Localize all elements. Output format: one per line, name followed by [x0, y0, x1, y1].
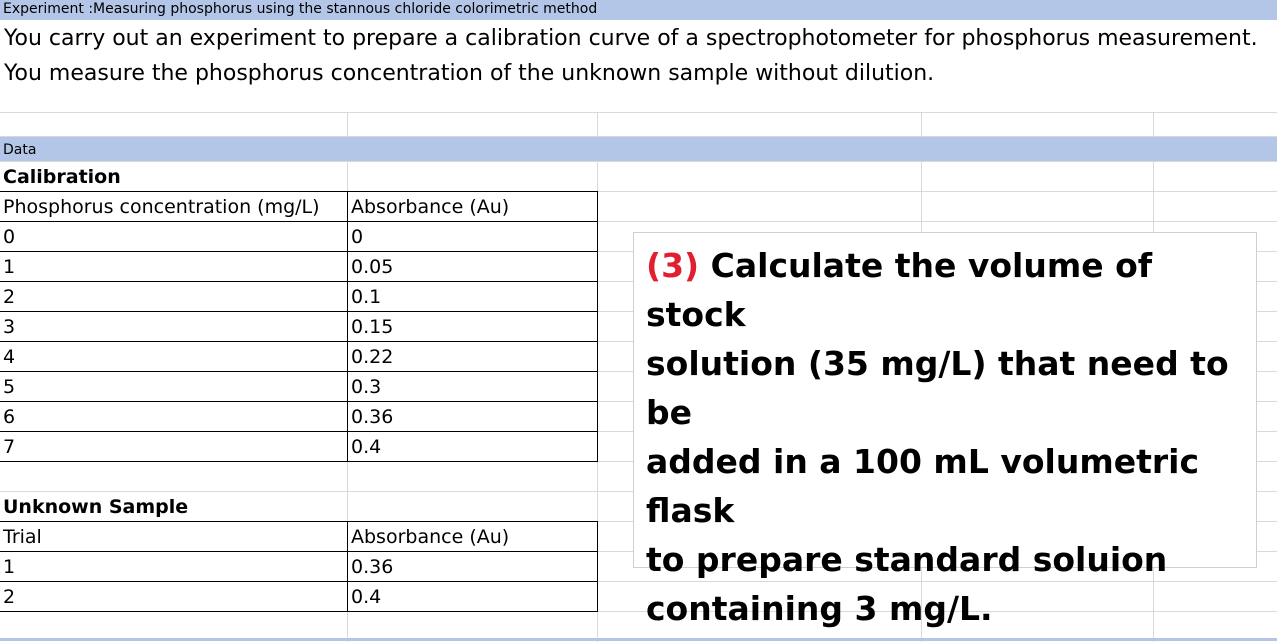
data-band [0, 137, 1277, 161]
table-border [0, 611, 598, 612]
column-header-absorbance: Absorbance (Au) [351, 526, 510, 548]
gridline-row [0, 112, 1277, 113]
column-header-trial: Trial [3, 526, 42, 548]
table-border [597, 191, 598, 462]
table-cell-absorbance: 0.05 [351, 256, 394, 278]
table-border [347, 521, 348, 612]
table-border [0, 341, 598, 342]
question-line-1-text: Calculate the volume of stock [646, 246, 1153, 334]
column-header-absorbance: Absorbance (Au) [351, 196, 510, 218]
question-line-2: solution (35 mg/L) that need to be [646, 344, 1229, 432]
table-cell-absorbance: 0.36 [351, 406, 394, 428]
table-cell-absorbance: 0.15 [351, 316, 394, 338]
table-cell-concentration: 4 [3, 346, 16, 368]
table-cell-absorbance: 0.1 [351, 286, 382, 308]
table-cell-absorbance: 0.22 [351, 346, 394, 368]
table-border [0, 461, 598, 462]
intro-line-1: You carry out an experiment to prepare a calibration curve of a spectrophotometer for phosphorus measurement. [4, 26, 1258, 51]
question-text-box[interactable] [633, 232, 1257, 628]
intro-line-2: You measure the phosphorus concentration of the unknown sample without dilution. [4, 61, 935, 86]
question-number: (3) [646, 246, 700, 285]
unknown-sample-heading: Unknown Sample [3, 496, 189, 518]
gridline-row [0, 161, 1277, 162]
table-cell-absorbance: 0.4 [351, 586, 382, 608]
data-band-label: Data [3, 142, 37, 158]
gridline-row [0, 638, 1277, 641]
table-cell-absorbance: 0.36 [351, 556, 394, 578]
table-border [0, 371, 598, 372]
table-cell-concentration: 5 [3, 376, 16, 398]
table-cell-concentration: 0 [3, 226, 16, 248]
table-border [0, 581, 598, 582]
table-cell-trial: 1 [3, 556, 16, 578]
table-border [347, 191, 348, 462]
table-border [0, 431, 598, 432]
table-cell-trial: 2 [3, 586, 16, 608]
question-line-5: containing 3 mg/L. [646, 589, 993, 628]
question-line-4: to prepare standard soluion [646, 540, 1168, 579]
table-cell-concentration: 3 [3, 316, 16, 338]
table-cell-absorbance: 0.3 [351, 376, 382, 398]
table-border [0, 311, 598, 312]
table-cell-concentration: 7 [3, 436, 16, 458]
experiment-title: Experiment :Measuring phosphorus using the stannous chloride colorimetric method [3, 1, 598, 17]
table-border [597, 521, 598, 612]
table-cell-absorbance: 0.4 [351, 436, 382, 458]
table-cell-absorbance: 0 [351, 226, 364, 248]
column-header-concentration: Phosphorus concentration (mg/L) [3, 196, 320, 218]
table-border [0, 401, 598, 402]
question-line-1 [646, 241, 1256, 339]
question-line-3: added in a 100 mL volumetric flask [646, 442, 1200, 530]
table-border [0, 251, 598, 252]
table-cell-concentration: 1 [3, 256, 16, 278]
table-border [0, 281, 598, 282]
calibration-heading: Calibration [3, 166, 121, 188]
table-cell-concentration: 2 [3, 286, 16, 308]
table-cell-concentration: 6 [3, 406, 16, 428]
